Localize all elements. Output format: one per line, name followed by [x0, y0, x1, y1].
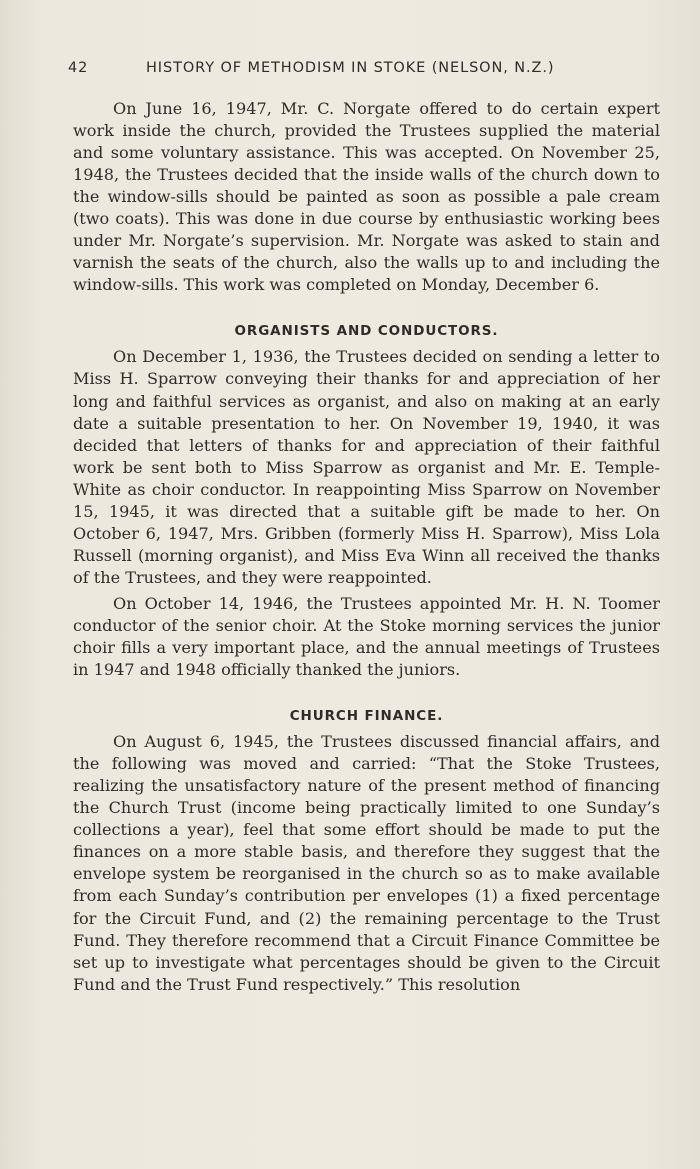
section-heading-organists: ORGANISTS AND CONDUCTORS. — [234, 323, 499, 340]
running-head — [68, 60, 588, 76]
paragraph-conductors: On October 14, 1946, the Trustees appointed Mr. H. N. Toomer conductor of the senior choir. At the Stoke morning services the junior choir fills a very important place, and the annual meetings of Trustees in 1947 and 1948 officially thanked the juniors. — [73, 593, 660, 680]
page-number: 42 — [68, 60, 89, 76]
paragraph-organists: On December 1, 1936, the Trustees decided on sending a letter to Miss H. Sparrow conveying their thanks for and appreciation of her long and faithful services as organist, and also on making at an early date a suitable presentation to her. On November 19, 1940, it was decided that letters of thanks for and appreciation of their faithful work be sent both to Miss Sparrow as organist and Mr. E. Temple-White as choir conductor. In reappointing Miss Sparrow on November 15, 1945, it was directed that a suitable gift be made to her. On October 6, 1947, Mrs. Gribben (formerly Miss H. Sparrow), Miss Lola Russell (morning organist), and Miss Eva Winn all received the thanks of the Trustees, and they were reappointed. — [73, 347, 660, 587]
paragraph-church-finance: On August 6, 1945, the Trustees discussed financial affairs, and the following was moved and carried: “That the Stoke Trustees, realizing the unsatisfactory nature of the present method of financing the Church Trust (income being practically limited to one Sunday’s collections a year), feel that some effort should be made to put the finances on a more stable basis, and therefore they suggest that the envelope system be reorganised in the church so as to make available from each Sunday’s contribution per envelopes (1) a fixed percentage for the Circuit Fund, and (2) the remaining percentage to the Trust Fund. They therefore recommend that a Circuit Finance Committee be set up to investigate what percentages should be given to the Circuit Fund and the Trust Fund respectively.” This resolution — [73, 732, 660, 994]
body-text — [73, 98, 660, 996]
running-head-title: HISTORY OF METHODISM IN STOKE (NELSON, N.Z.) — [146, 60, 555, 76]
paragraph-church-interior-work: On June 16, 1947, Mr. C. Norgate offered to do certain expert work inside the church, provided the Trustees supplied the material and some voluntary assistance. This was accepted. On November 25, 1948, the Trustees decided that the inside walls of the church down to the window-sills should be painted as soon as possible a pale cream (two coats). This was done in due course by enthusiastic working bees under Mr. Norgate’s supervision. Mr. Norgate was asked to stain and varnish the seats of the church, also the walls up to and including the window-sills. This work was completed on Monday, December 6. — [73, 99, 660, 295]
section-heading-church-finance: CHURCH FINANCE. — [289, 708, 444, 725]
